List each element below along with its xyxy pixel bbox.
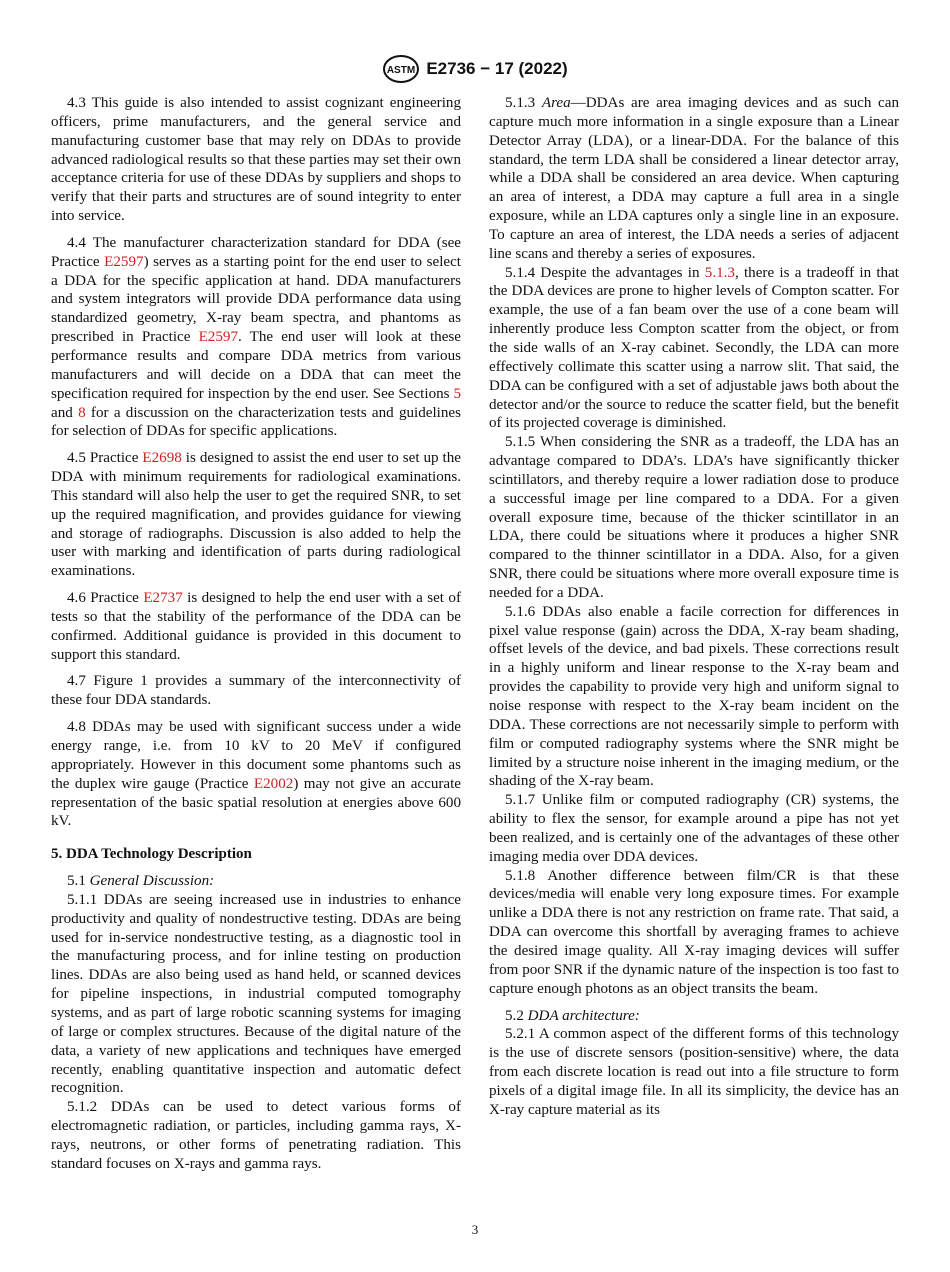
link-e2597-2[interactable]: E2597 [198, 329, 238, 346]
paragraph-5-1-2: 5.1.2 DDAs can be used to detect various forms of electromagnetic radiation, or particles, including gamma rays, X-rays, neutrons, or other forms of penetrating radiation. This standard focuses on X-rays and gamma rays. [51, 1099, 461, 1172]
paragraph-4-6: 4.6 Practice E2737 is designed to help the end user with a set of tests so that the stability of the performance of the DDA can be confirmed. Additional guidance is provided in this document to support this standard. [51, 590, 461, 663]
left-column [51, 94, 461, 1174]
paragraph-5-1-5: 5.1.5 When considering the SNR as a tradeoff, the LDA has an advantage compared to DDA’s. LDA’s have significantly thicker scintillators, and thereby require a lower radiation dose to produce a successful image per line compared to a DDA. For a given overall exposure time, because of the thicker scintillator in an LDA, there could be situations where it produces a higher SNR compared to the thinner scintillator in a DDA. Also, for a given SNR, there could be situations where more overall exposure time is needed for a DDA. [489, 434, 899, 601]
page-number: 3 [471, 1222, 479, 1237]
link-e2597[interactable]: E2597 [104, 253, 144, 270]
paragraph-5-1: 5.1 General Discussion: [67, 873, 215, 890]
astm-logo-icon [382, 54, 420, 84]
link-section-5[interactable]: 5 [453, 385, 461, 402]
link-e2737[interactable]: E2737 [143, 590, 183, 607]
paragraph-4-3: 4.3 This guide is also intended to assist cognizant engineering officers, prime manufacturers, and the general service and manufacturing customer base that may rely on DDAs to provide advanced radiological results so that these parties may set their own acceptance criteria for use of these DDAs by suppliers and shops to verify that their parts and structures are of sound integrity to enter into service. [51, 95, 461, 225]
paragraph-4-7: 4.7 Figure 1 provides a summary of the interconnectivity of these four DDA standards. [51, 673, 461, 709]
paragraph-5-1-3: 5.1.3 Area—DDAs are area imaging devices and as such can capture much more information in a single exposure than a Linear Detector Array (LDA), or a linear-DDA. For the balance of this standard, the term LDA shall be considered a linear detector array, while a DDA shall be considered an area device. When capturing an area of interest, a DDA may capture a full area in a single exposure, while an LDA captures only a single line in an exposure. To capture an area of interest, the LDA needs a series of adjacent line scans and thereby a series of exposures. [489, 95, 899, 262]
paragraph-5-1-7: 5.1.7 Unlike film or computed radiography (CR) systems, the ability to flex the sensor, for example around a pipe has not yet been realized, and is certainly one of the advantages of these other imaging media over DDA devices. [489, 792, 899, 865]
link-5-1-3[interactable]: 5.1.3 [704, 264, 735, 281]
document-id: E2736 − 17 (2022) [426, 59, 568, 78]
paragraph-5-2: 5.2 DDA architecture: [505, 1007, 640, 1024]
link-section-8[interactable]: 8 [78, 404, 86, 421]
link-e2002[interactable]: E2002 [253, 775, 294, 792]
paragraph-4-5: 4.5 Practice E2698 is designed to assist the end user to set up the DDA with minimum requirements for radiological examinations. This standard will also help the user to get the required SNR, to set up the required magnification, and provides guidance for viewing and storage of radiographs. Discussion is also added to help the user with marking and identification of parts during radiological examinations. [51, 450, 461, 580]
paragraph-5-1-8: 5.1.8 Another difference between film/CR is that these devices/media will enable very long exposure times. For example unlike a DDA there is not any restriction on frame rate. That said, a DDA can overcome this shortfall by averaging frames to achieve the desired image quality. All X-ray imaging devices will suffer from poor SNR if the dynamic nature of the inspection is too fast to capture enough photons as an object transits the beam. [489, 867, 899, 997]
paragraph-4-4: 4.4 The manufacturer characterization standard for DDA (see Practice E2597) serves as a starting point for the end user to select a DDA for the specific application at hand. DDA manufacturers and system integrators will provide DDA performance data using standardized geometry, X-ray beam spectra, and phantoms as prescribed in Practice E2597. The end user will look at these performance results and compare DDA metrics from various manufacturers and will decide on a DDA that can meet the specification required for inspection by the end user. See Sections 5 and 8 for a discussion on the characterization tests and guidelines for selection of DDAs for specific applications. [51, 234, 461, 440]
right-column [489, 94, 899, 1120]
paragraph-5-1-4: 5.1.4 Despite the advantages in 5.1.3, there is a tradeoff in that the DDA devices are prone to higher levels of Compton scatter. For example, the use of a fan beam over the use of a cone beam will inherently produce less Compton scatter from the object, or from the side walls of an X-ray cabinet. Secondly, the LDA can more effectively collimate this scatter using a narrow slit. That said, the DDA can be configured with a set of adjustable jaws both about the detector and/or the source to reduce the scatter field, but the benefit of its projected coverage is diminished. [489, 264, 899, 432]
paragraph-5-1-1: 5.1.1 DDAs are seeing increased use in industries to enhance productivity and quality of nondestructive testing. DDAs are being used for in-service nondestructive testing, as a diagnostic tool in the manufacturing process, and for inline testing on production lines. DDAs are also being used as hand held, or scanned devices for pipeline inspections, in industrial computed tomography systems, and as part of large robotic scanning systems for imaging of large or complex structures. Because of the digital nature of the data, a variety of new applications and techniques have emerged recently, enabling quantitative inspection and automatic defect recognition. [51, 891, 461, 1097]
paragraph-4-8: 4.8 DDAs may be used with significant success under a wide energy range, i.e. from 10 kV to 20 MeV if configured appropriately. However in this document some phantoms such as the duplex wire gauge (Practice E2002) may not give an accurate representation of the basic spatial resolution at energies above 600 kV. [51, 719, 461, 830]
paragraph-5-2-1: 5.2.1 A common aspect of the different forms of this technology is the use of discrete sensors (position-sensitive) where, the data from each discrete location is read out into a file structure to form pixels of a digital image file. In all its simplicity, the device has an X-ray capture material as its [489, 1026, 899, 1118]
link-e2698[interactable]: E2698 [142, 450, 182, 467]
paragraph-5-1-6: 5.1.6 DDAs also enable a facile correction for differences in pixel value response (gain) across the DDA, X-ray beam shading, offset levels of the device, and bad pixels. These corrections result in a highly uniform and linear response to the X-ray beam and provides the capability to provide very high and uniform signal to noise response with respect to the X-ray beam incident on the DDA. These corrections are not necessarily simple to perform with film or computed radiography systems where the SNR might be limited by a structure noise inherent in the imaging medium, or the shading of the X-ray beam. [489, 603, 899, 790]
page-header [0, 54, 950, 84]
section-5-heading: 5. DDA Technology Description [51, 846, 252, 863]
svg-text:ASTM: ASTM [387, 65, 416, 76]
